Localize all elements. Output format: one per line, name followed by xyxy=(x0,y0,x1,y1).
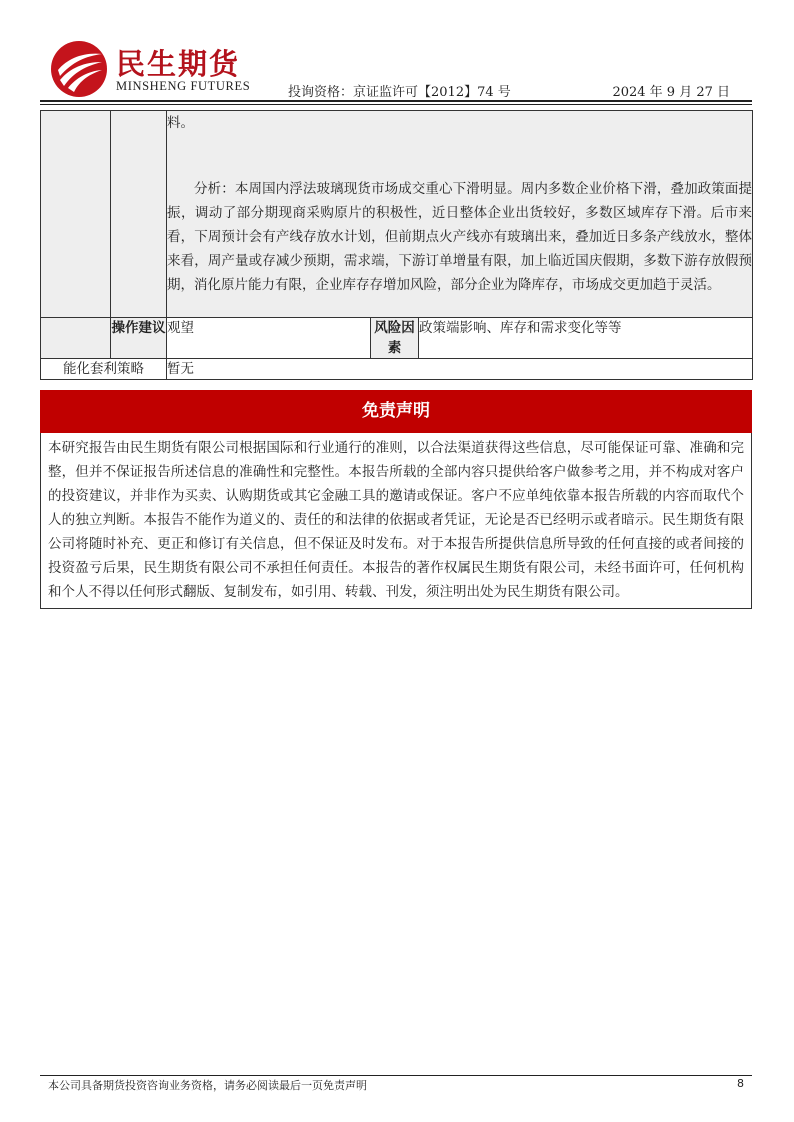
report-table xyxy=(40,110,753,380)
disclaimer-title: 免责声明 xyxy=(40,390,752,433)
analysis-row-spacer-2 xyxy=(111,111,167,318)
risk-label: 风险因素 xyxy=(371,318,419,359)
minsheng-logo-icon xyxy=(50,40,108,98)
paragraph-gap xyxy=(167,135,752,177)
disclaimer-body: 本研究报告由民生期货有限公司根据国际和行业通行的准则，以合法渠道获得这些信息，尽可能保证可靠、准确和完整，但并不保证报告所述信息的准确性和完整性。本报告所载的全部内容只提供给客户做参考之用，并不构成对客户的投资建议，并非作为买卖、认购期货或其它金融工具的邀请或保证。客户不应单纯依靠本报告所载的内容而取代个人的独立判断。本报告不能作为道义的、责任的和法律的依据或者凭证，无论是否已经明示或者暗示。民生期货有限公司将随时补充、更正和修订有关信息，但不保证及时发布。对于本报告所提供信息所导致的任何直接的或者间接的投资盈亏后果，民生期货有限公司不承担任何责任。本报告的著作权属民生期货有限公司，未经书面许可，任何机构和个人不得以任何形式翻版、复制发布，如引用、转载、刊发，须注明出处为民生期货有限公司。 xyxy=(40,433,752,609)
strategy-row xyxy=(41,359,753,380)
operation-row-spacer xyxy=(41,318,111,359)
qualification-text: 投询资格：京证监许可【2012】74 号 xyxy=(288,85,511,100)
brand-name-en: MINSHENG FUTURES xyxy=(116,79,251,93)
analysis-row-spacer xyxy=(41,111,111,318)
strategy-value: 暂无 xyxy=(167,359,753,380)
operation-label: 操作建议 xyxy=(111,318,167,359)
page-number: 8 xyxy=(737,1077,744,1090)
continuation-text: 料。 xyxy=(167,115,194,131)
footer-notice: 本公司具备期货投资咨询业务资格，请务必阅读最后一页免责声明 xyxy=(48,1079,367,1092)
operation-row xyxy=(41,318,753,359)
header-rule xyxy=(40,100,752,102)
analysis-row xyxy=(41,111,753,318)
risk-value: 政策端影响、库存和需求变化等等 xyxy=(419,318,753,359)
header-rule-thin xyxy=(40,104,752,105)
analysis-text: 分析：本周国内浮法玻璃现货市场成交重心下滑明显。周内多数企业价格下滑，叠加政策面提振，调动了部分期现商采购原片的积极性，近日整体企业出货较好，多数区域库存下滑。后市来看，下周预计会有产线存放水计划，但前期点火产线亦有玻璃出来，叠加近日多条产线放水，整体来看，周产量或存减少预期，需求端，下游订单增量有限，加上临近国庆假期，多数下游存放假预期，消化原片能力有限，企业库存存增加风险，部分企业为降库存，市场成交更加趋于灵活。 xyxy=(167,181,753,293)
brand-name-cn: 民生期货 xyxy=(116,47,241,81)
analysis-cell xyxy=(167,111,753,318)
page-header xyxy=(0,0,794,100)
strategy-label: 能化套利策略 xyxy=(41,359,167,380)
operation-value: 观望 xyxy=(167,318,371,359)
footer-rule xyxy=(40,1075,752,1076)
report-date: 2024 年 9 月 27 日 xyxy=(612,85,730,100)
